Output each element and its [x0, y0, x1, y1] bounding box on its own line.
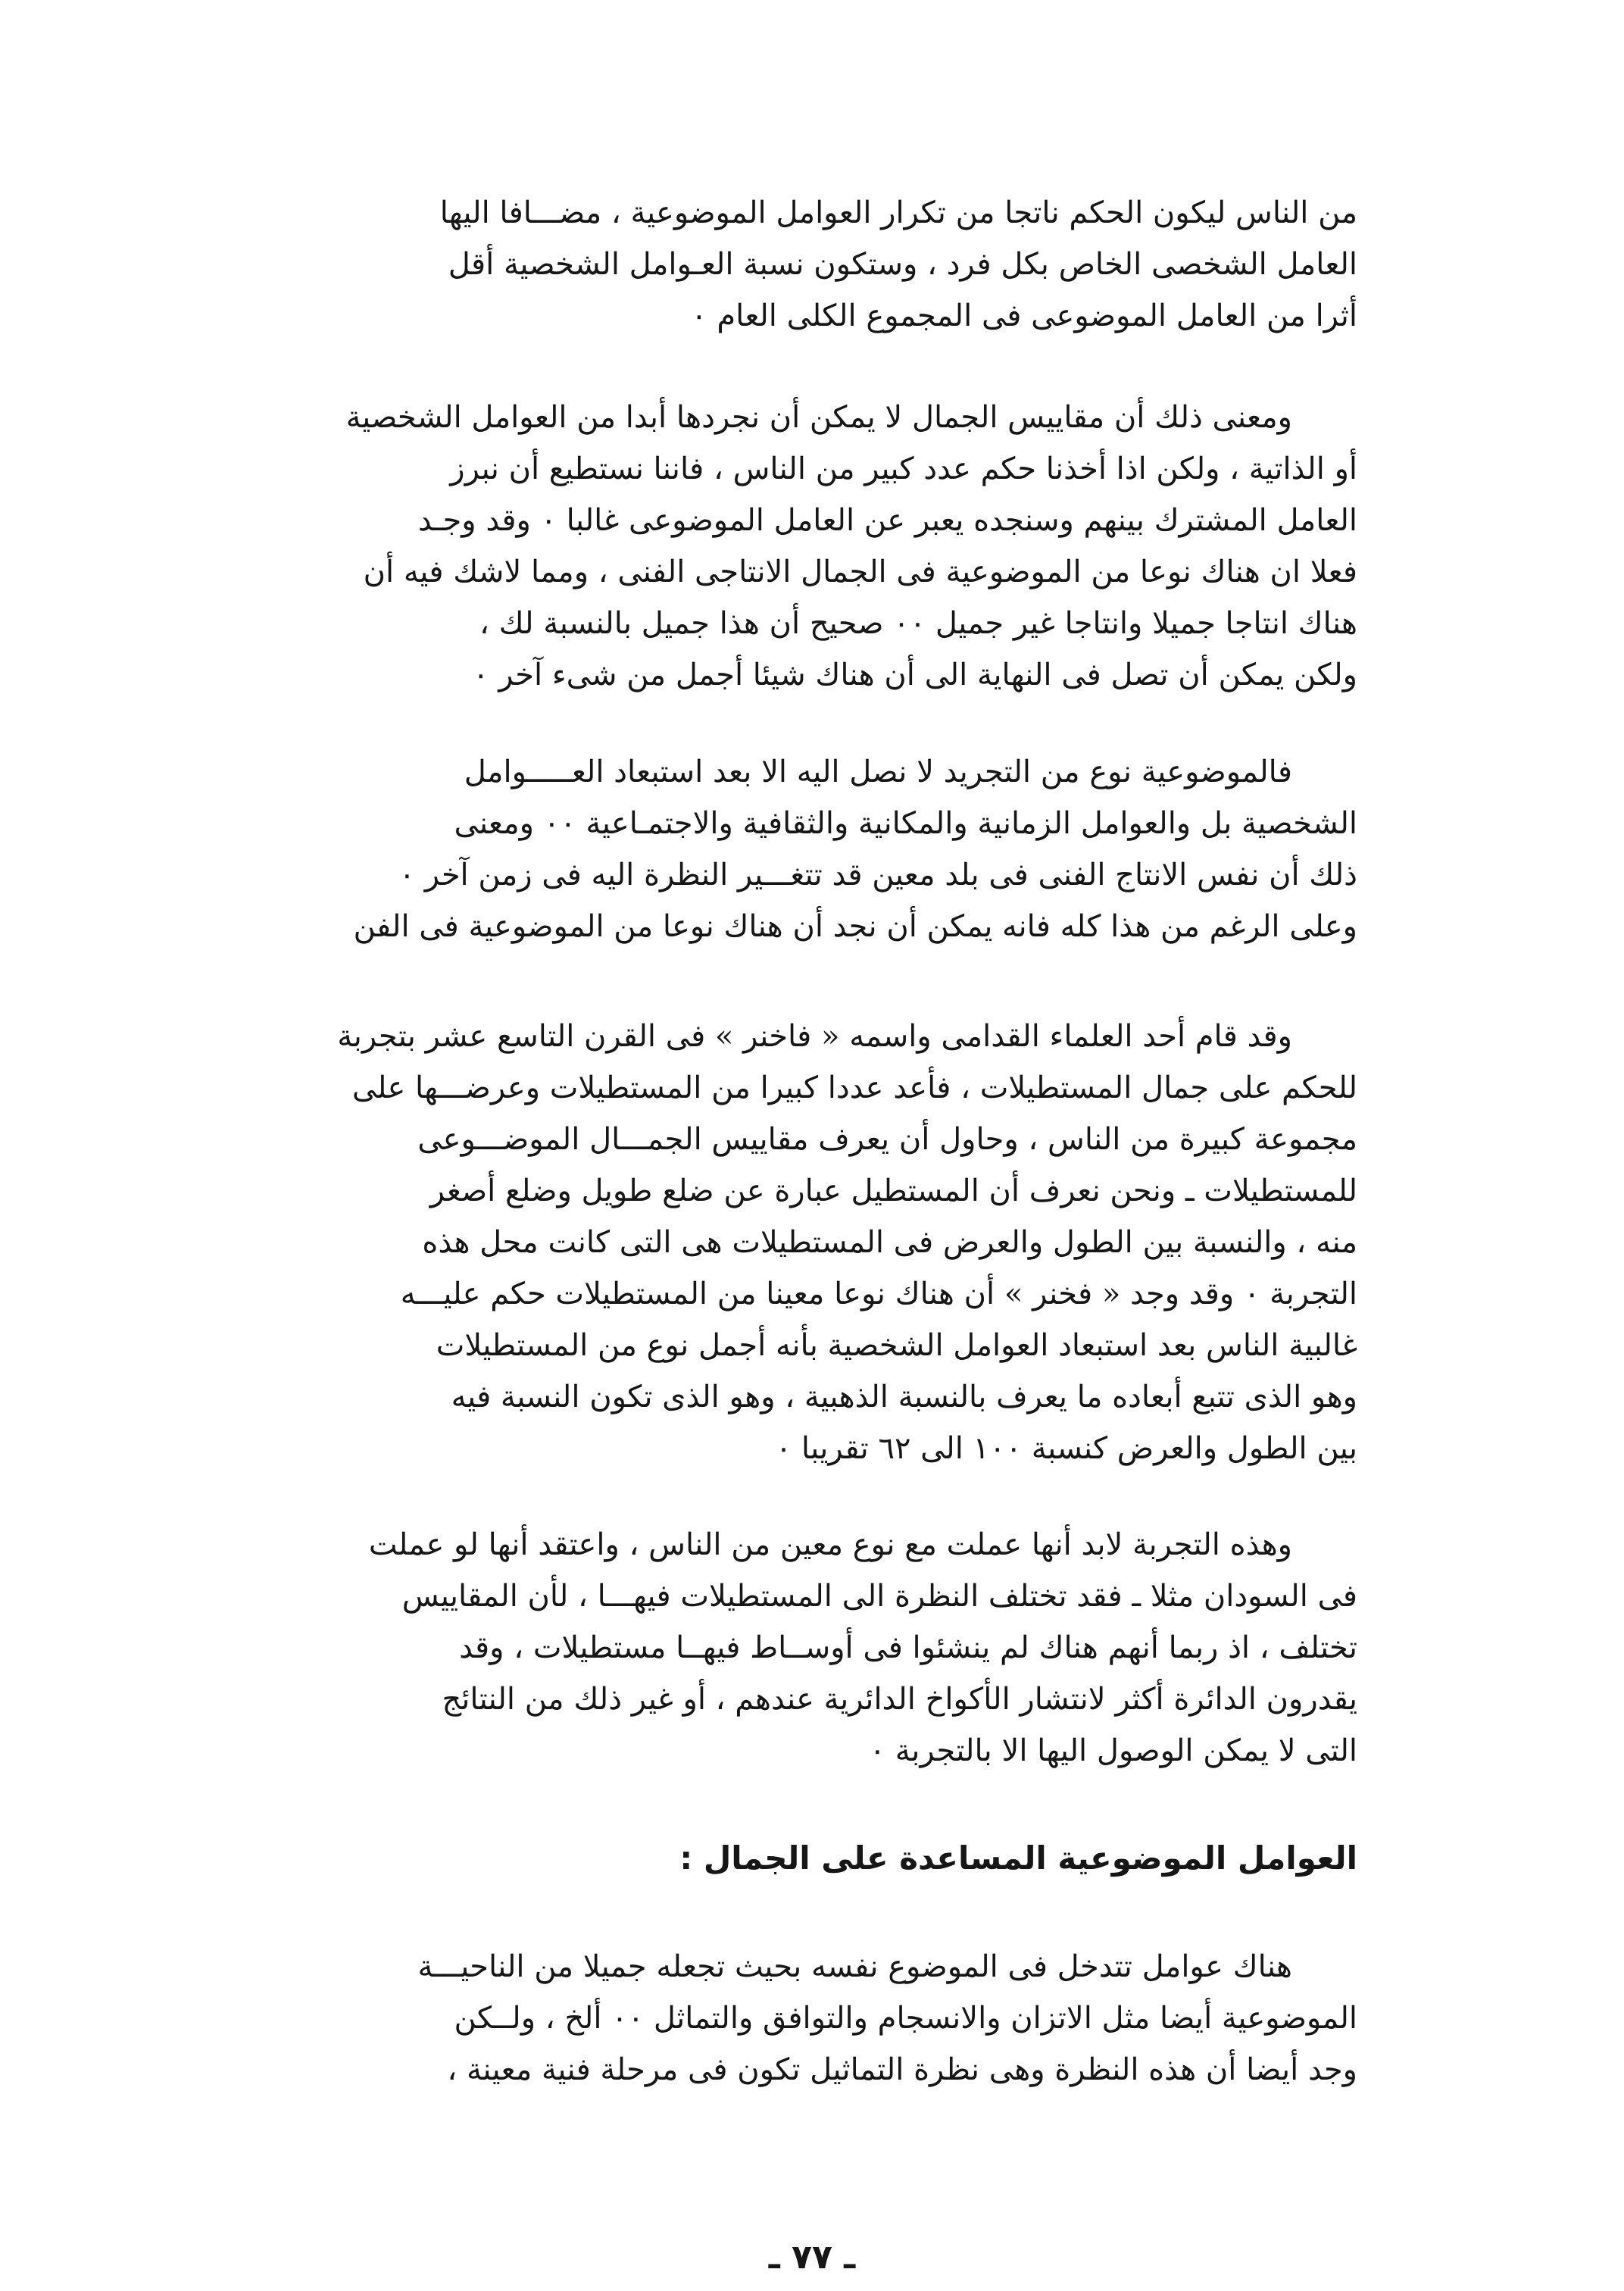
text-line: للحكم على جمال المستطيلات ، فأعد عددا كبيرا من المستطيلات وعرضـــها على — [351, 1070, 1357, 1105]
text-line: فالموضوعية نوع من التجريد لا نصل اليه الا بعد استبعاد العـــــوامل — [464, 755, 1292, 789]
text-line: وعلى الرغم من هذا كله فانه يمكن أن نجد أن هناك نوعا من الموضوعية فى الفن — [353, 909, 1357, 944]
section-heading-text: العوامل الموضوعية المساعدة على الجمال : — [679, 1839, 1357, 1877]
text-line: ذلك أن نفس الانتاج الفنى فى بلد معين قد تتغـــير النظرة اليه فى زمن آخر ٠ — [398, 858, 1357, 892]
paragraph-2 — [270, 392, 1357, 701]
section-heading — [270, 1832, 1357, 1885]
text-line: وهو الذى تتبع أبعاده ما يعرف بالنسبة الذهبية ، وهو الذى تكون النسبة فيه — [451, 1380, 1357, 1414]
text-line: الموضوعية أيضا مثل الاتزان والانسجام والتوافق والتماثل ٠٠ ألخ ، ولــكن — [454, 2001, 1357, 2036]
paragraph-1 — [270, 187, 1357, 342]
text-line: العامل المشترك بينهم وسنجده يعبر عن العامل الموضوعى غالبا ٠ وقد وجـد — [417, 503, 1357, 538]
text-line: وجد أيضا أن هذه النظرة وهى نظرة التماثيل تكون فى مرحلة فنية معينة ، — [447, 2052, 1357, 2087]
text-line: للمستطيلات ـ ونحن نعرف أن المستطيل عبارة عن ضلع طويل وضلع أصغر — [429, 1174, 1357, 1208]
text-line: ولكن يمكن أن تصل فى النهاية الى أن هناك شيئا أجمل من شىء آخر ٠ — [473, 658, 1357, 692]
text-line: الشخصية بل والعوامل الزمانية والمكانية والثقافية والاجتمـاعية ٠٠ ومعنى — [454, 806, 1357, 841]
text-line: وقد قام أحد العلماء القدامى واسمه « فاخنر » فى القرن التاسع عشر بتجربة — [337, 1019, 1292, 1054]
text-line: أثرا من العامل الموضوعى فى المجموع الكلى العام ٠ — [691, 298, 1357, 333]
text-line: يقدرون الدائرة أكثر لانتشار الأكواخ الدائرية عندهم ، أو غير ذلك من النتائج — [442, 1682, 1357, 1717]
text-line: التجربة ٠ وقد وجد « فخنر » أن هناك نوعا معينا من المستطيلات حكم عليـــه — [400, 1277, 1357, 1311]
text-line: من الناس ليكون الحكم ناتجا من تكرار العوامل الموضوعية ، مضـــافا اليها — [439, 195, 1357, 230]
text-line: تختلف ، اذ ربما أنهم هناك لم ينشئوا فى أوســاط فيهــا مستطيلات ، وقد — [459, 1630, 1357, 1665]
text-line: وهذه التجربة لابد أنها عملت مع نوع معين من الناس ، واعتقد أنها لو عملت — [368, 1527, 1292, 1562]
paragraph-5 — [270, 1519, 1357, 1777]
text-line: هناك انتاجا جميلا وانتاجا غير جميل ٠٠ صحيح أن هذا جميل بالنسبة لك ، — [479, 606, 1357, 641]
paragraph-4 — [270, 1011, 1357, 1474]
text-line: فى السودان مثلا ـ فقد تختلف النظرة الى المستطيلات فيهـــا ، لأن المقاييس — [401, 1579, 1357, 1614]
text-line: أو الذاتية ، ولكن اذا أخذنا حكم عدد كبير من الناس ، فاننا نستطيع أن نبرز — [450, 452, 1357, 486]
text-line: ومعنى ذلك أن مقاييس الجمال لا يمكن أن نجردها أبدا من العوامل الشخصية — [345, 400, 1292, 435]
text-line: منه ، والنسبة بين الطول والعرض فى المستطيلات هى التى كانت محل هذه — [422, 1225, 1357, 1260]
paragraph-6 — [270, 1941, 1357, 2096]
text-line: غالبية الناس بعد استبعاد العوامل الشخصية بأنه أجمل نوع من المستطيلات — [436, 1328, 1357, 1363]
paragraph-3 — [270, 746, 1357, 952]
text-line: العامل الشخصى الخاص بكل فرد ، وستكون نسبة العـوامل الشخصية أقل — [448, 247, 1357, 282]
text-line: مجموعة كبيرة من الناس ، وحاول أن يعرف مقاييس الجمـــال الموضـــوعى — [417, 1122, 1357, 1157]
text-line: بين الطول والعرض كنسبة ١٠٠ الى ٦٢ تقريبا ٠ — [775, 1431, 1357, 1466]
text-line: التى لا يمكن الوصول اليها الا بالتجربة ٠ — [869, 1733, 1357, 1768]
text-line: هناك عوامل تتدخل فى الموضوع نفسه بحيث تجعله جميلا من الناحيـــة — [417, 1949, 1292, 1984]
text-line: فعلا ان هناك نوعا من الموضوعية فى الجمال الانتاجى الفنى ، ومما لاشك فيه أن — [363, 555, 1357, 589]
page-number: ـ ٧٧ ـ — [768, 2238, 856, 2277]
